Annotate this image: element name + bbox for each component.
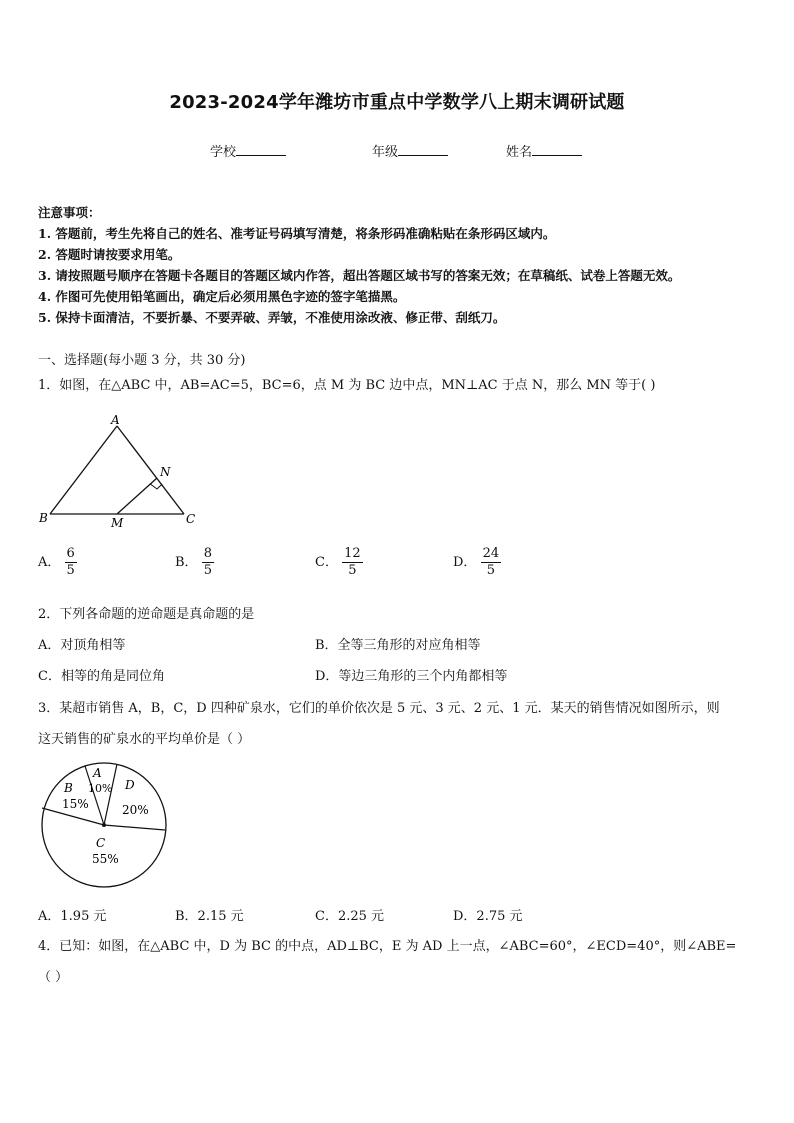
school-blank (236, 143, 286, 156)
question-4-text: 4．已知：如图，在△ABC 中，D 为 BC 的中点，AD⊥BC，E 为 AD 上一点，∠ABC=60°，∠ECD=40°，则∠ABE= (38, 939, 737, 954)
q2-option-a[interactable]: A．对顶角相等 (38, 638, 126, 653)
option-letter: D． (453, 555, 477, 570)
option-letter: C． (315, 555, 338, 570)
section-heading: 一、选择题(每小题 3 分，共 30 分) (38, 353, 246, 368)
slice-percent-b: 15% (62, 797, 89, 811)
side-ab (50, 426, 117, 514)
notice-heading: 注意事项： (38, 205, 101, 220)
grade-label: 年级 (372, 145, 399, 160)
q3-option-b[interactable]: B．2.15 元 (175, 909, 244, 924)
question-3-text-cont: 这天销售的矿泉水的平均单价是（ ） (38, 732, 251, 747)
q2-option-c[interactable]: C．相等的角是同位角 (38, 669, 165, 684)
notice-item: 5. 保持卡面清洁，不要折暴、不要弄破、弄皱，不准使用涂改液、修正带、刮纸刀。 (38, 310, 506, 325)
fraction: $\frac{8}{5}$ (203, 546, 212, 578)
fraction: $\frac{24}{5}$ (482, 546, 500, 578)
label-b: B (39, 511, 48, 525)
label-a: A (111, 413, 120, 427)
slice-label-a: A (93, 766, 102, 780)
side-ac (117, 426, 184, 514)
pie-center (102, 823, 106, 827)
grade-blank (398, 143, 448, 156)
school-field (210, 141, 286, 160)
school-label: 学校 (210, 145, 237, 160)
q1-option-c[interactable] (315, 546, 363, 579)
q2-option-b[interactable]: B．全等三角形的对应角相等 (315, 638, 481, 653)
q2-option-d[interactable]: D．等边三角形的三个内角都相等 (315, 669, 508, 684)
name-label: 姓名 (506, 145, 533, 160)
question-2-text: 2．下列各命题的逆命题是真命题的是 (38, 607, 255, 622)
question-3-text: 3．某超市销售 A，B，C，D 四种矿泉水，它们的单价依次是 5 元、3 元、2 元、1 元．某天的销售情况如图所示，则 (38, 701, 720, 716)
label-n: N (160, 465, 171, 479)
slice-label-c: C (96, 836, 106, 850)
label-m: M (111, 516, 124, 530)
q1-option-b[interactable] (175, 546, 214, 579)
slice-label-b: B (64, 781, 73, 795)
page-title: 2023-2024学年潍坊市重点中学数学八上期末调研试题 (169, 92, 625, 113)
slice-percent-a: 10% (88, 782, 113, 795)
q3-option-d[interactable]: D．2.75 元 (453, 909, 523, 924)
notice-item: 4. 作图可先使用铅笔画出，确定后必须用黑色字迹的签字笔描黑。 (38, 289, 406, 304)
slice-percent-d: 20% (122, 803, 149, 817)
notice-item: 1. 答题前，考生先将自己的姓名、准考证号码填写清楚，将条形码准确粘贴在条形码区域内。 (38, 226, 556, 241)
question-1-text: 1．如图，在△ABC 中，AB=AC=5，BC=6，点 M 为 BC 边中点，MN⊥AC 于点 N，那么 MN 等于( ) (38, 378, 656, 393)
notice-item: 2. 答题时请按要求用笔。 (38, 247, 181, 262)
q3-option-c[interactable]: C．2.25 元 (315, 909, 385, 924)
label-c: C (186, 512, 196, 526)
pie-divider (104, 825, 165, 830)
fraction: $\frac{12}{5}$ (344, 546, 361, 578)
slice-percent-c: 55% (92, 852, 119, 866)
right-angle-mark (150, 484, 162, 489)
triangle-figure (36, 410, 206, 534)
slice-label-d: D (125, 778, 135, 792)
name-blank (532, 143, 582, 156)
q3-option-a[interactable]: A．1.95 元 (38, 909, 107, 924)
q1-option-a[interactable] (38, 546, 77, 579)
pie-figure (38, 760, 172, 892)
notice-item: 3. 请按照题号顺序在答题卡各题目的答题区域内作答，超出答题区域书写的答案无效；在草稿纸、试卷上答题无效。 (38, 268, 681, 283)
option-letter: A． (38, 555, 61, 570)
name-field (506, 141, 582, 160)
fraction: $\frac{6}{5}$ (66, 546, 75, 578)
grade-field (372, 141, 448, 160)
segment-mn (117, 478, 157, 514)
q1-option-d[interactable] (453, 546, 501, 579)
question-4-text-cont: （ ） (38, 970, 69, 985)
option-letter: B． (175, 555, 198, 570)
